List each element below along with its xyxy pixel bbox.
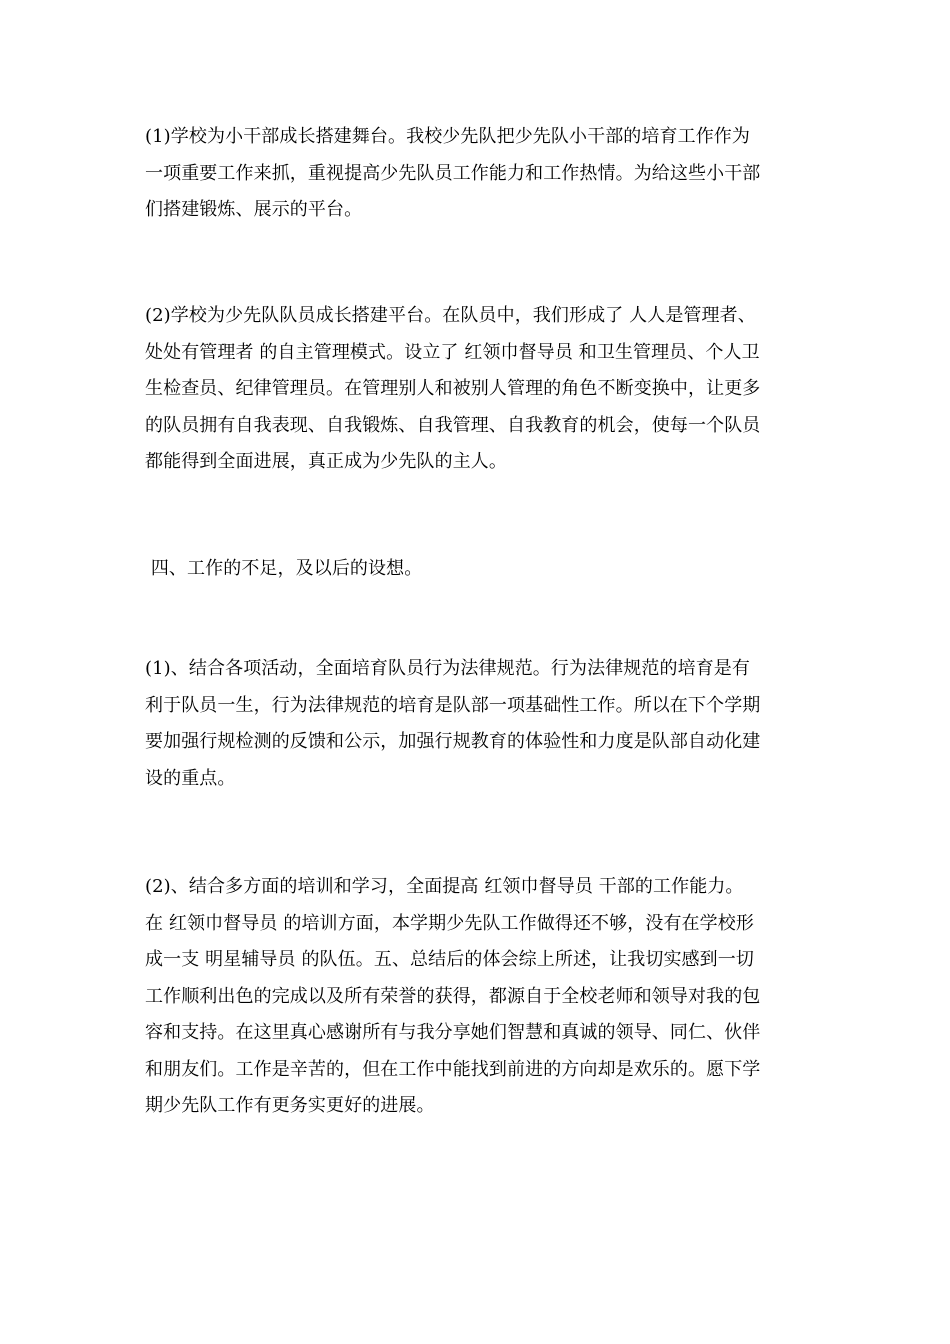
paragraph-line: (1)、结合各项活动，全面培育队员行为法律规范。行为法律规范的培育是有: [145, 658, 750, 679]
paragraph-line: 和朋友们。工作是辛苦的，但在工作中能找到前进的方向却是欢乐的。愿下学: [145, 1058, 761, 1080]
heading-line: 四、工作的不足，及以后的设想。: [145, 558, 423, 579]
paragraph-cadre-stage: [145, 119, 805, 229]
paragraph-line: 容和支持。在这里真心感谢所有与我分享她们智慧和真诚的领导、同仁、伙伴: [145, 1022, 761, 1043]
paragraph-line: 设的重点。: [145, 767, 236, 789]
paragraph-line: 期少先队工作有更务实更好的进展。: [145, 1095, 435, 1116]
paragraph-line: 一项重要工作来抓，重视提高少先队员工作能力和工作热情。为给这些小干部: [145, 162, 761, 184]
paragraph-line: 处处有管理者 的自主管理模式。设立了 红领巾督导员 和卫生管理员、个人卫: [145, 341, 760, 363]
paragraph-line: (2)、结合多方面的培训和学习，全面提高 红领巾督导员 干部的工作能力。: [145, 876, 744, 897]
paragraph-line: 都能得到全面进展，真正成为少先队的主人。: [145, 451, 507, 472]
paragraph-member-platform: [145, 298, 805, 481]
paragraph-training-summary: [145, 869, 805, 1125]
paragraph-line: 要加强行规检测的反馈和公示，加强行规教育的体验性和力度是队部自动化建: [145, 731, 761, 752]
paragraph-line: 工作顺利出色的完成以及所有荣誉的获得，都源自于全校老师和领导对我的包: [145, 985, 761, 1007]
paragraph-line: 利于队员一生，行为法律规范的培育是队部一项基础性工作。所以在下个学期: [145, 694, 761, 716]
section-heading: [145, 551, 805, 588]
paragraph-line: 们搭建锻炼、展示的平台。: [145, 199, 363, 220]
paragraph-line: 生检查员、纪律管理员。在管理别人和被别人管理的角色不断变换中，让更多: [145, 378, 761, 399]
paragraph-line: (2)学校为少先队队员成长搭建平台。在队员中，我们形成了 人人是管理者、: [145, 305, 756, 326]
paragraph-behavior-norms: [145, 651, 805, 797]
paragraph-line: 的队员拥有自我表现、自我锻炼、自我管理、自我教育的机会，使每一个队员: [145, 414, 761, 436]
paragraph-line: 成一支 明星辅导员 的队伍。五、总结后的体会综上所述，让我切实感到一切: [145, 949, 754, 970]
paragraph-line: 在 红领巾督导员 的培训方面，本学期少先队工作做得还不够，没有在学校形: [145, 912, 754, 934]
paragraph-line: (1)学校为小干部成长搭建舞台。我校少先队把少先队小干部的培育工作作为: [145, 126, 750, 147]
